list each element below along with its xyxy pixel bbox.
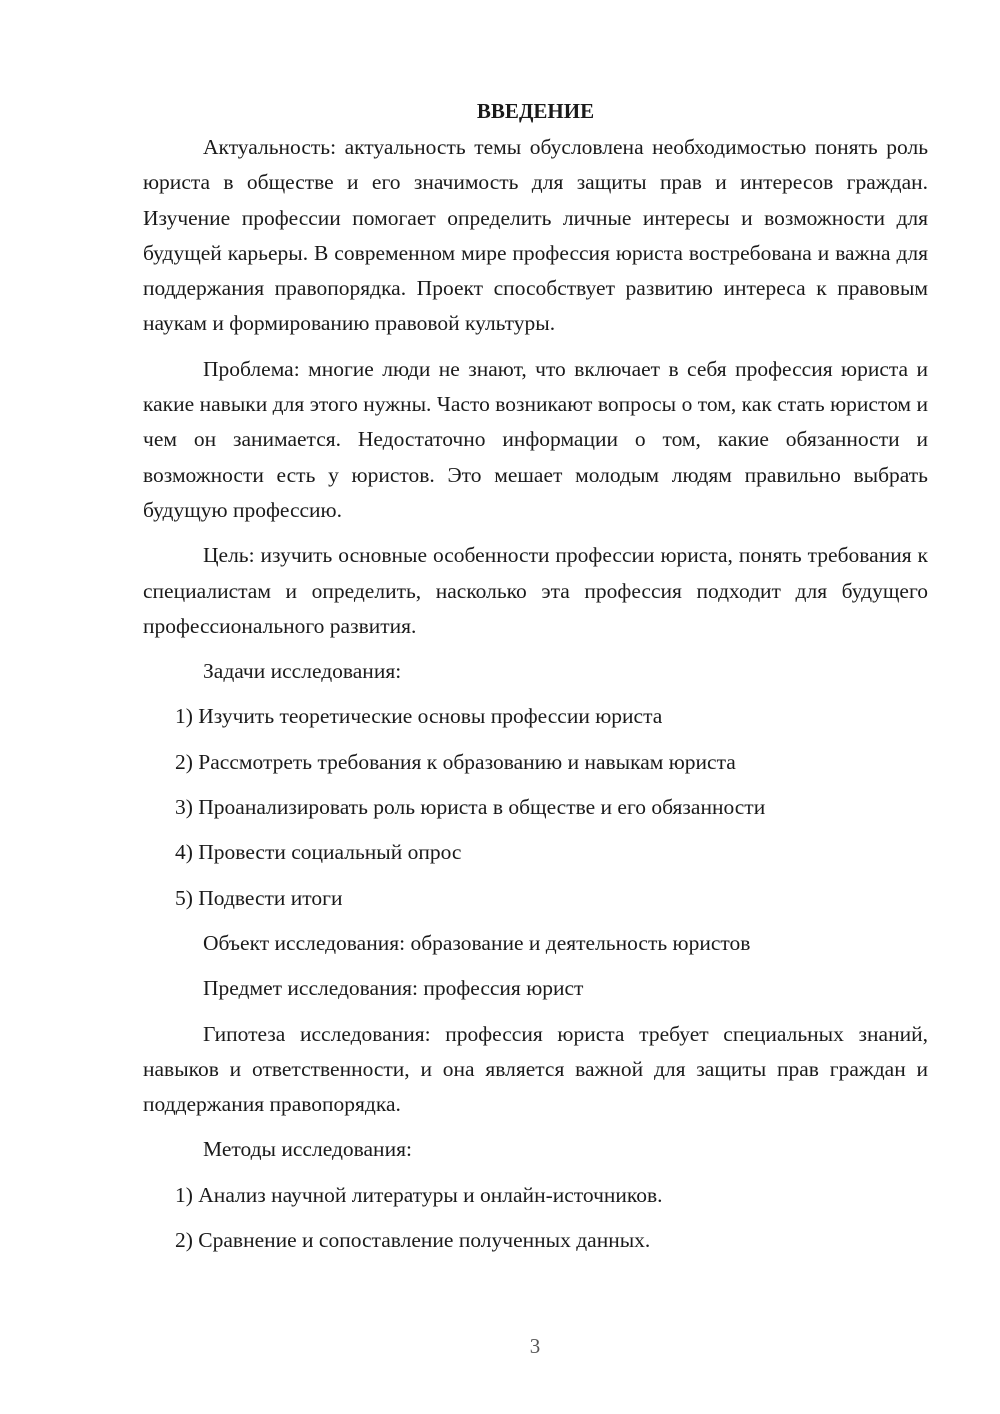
research-object: Объект исследования: образование и деятельность юристов [203, 930, 751, 955]
tasks-heading: Задачи исследования: [203, 659, 402, 684]
research-subject: Предмет исследования: профессия юрист [203, 976, 584, 1001]
list-item: 2) Рассмотреть требования к образованию и навыкам юриста [175, 749, 736, 774]
paragraph-problem: Проблема: многие люди не знают, что включает в себя профессия юриста и какие навыки для этого нужны. Часто возникают вопросы о том, как стать юристом и чем он занимается. Недостаточно информации о том, какие обязанности и возможности есть у юристов. Это мешает молодым людям правильно выбрать будущую профессию. [143, 356, 928, 522]
paragraph-relevance: Актуальность: актуальность темы обусловлена необходимостью понять роль юриста в обществе и его значимость для защиты прав и интересов граждан. Изучение профессии помогает определить личные интересы и возможности для будущей карьеры. В современном мире профессия юриста востребована и важна для поддержания правопорядка. Проект способствует развитию интереса к правовым наукам и формированию правовой культуры. [143, 135, 928, 336]
list-item: 4) Провести социальный опрос [175, 840, 462, 865]
paragraph-hypothesis: Гипотеза исследования: профессия юриста требует специальных знаний, навыков и ответственности, и она является важной для защиты прав граждан и поддержания правопорядка. [143, 1021, 928, 1117]
page-title: ВВЕДЕНИЕ [476, 99, 595, 123]
paragraph-goal: Цель: изучить основные особенности профессии юриста, понять требования к специалистам и определить, насколько эта профессия подходит для будущего профессионального развития. [143, 543, 928, 638]
list-item: 5) Подвести итоги [175, 885, 343, 910]
methods-list [143, 1178, 928, 1259]
list-item: 1) Изучить теоретические основы профессии юриста [175, 704, 663, 729]
methods-heading: Методы исследования: [203, 1137, 412, 1162]
page-number: 3 [529, 1334, 541, 1358]
list-item: 1) Анализ научной литературы и онлайн-источников. [175, 1182, 663, 1207]
list-item: 3) Проанализировать роль юриста в обществе и его обязанности [175, 795, 766, 820]
list-item: 2) Сравнение и сопоставление полученных данных. [175, 1228, 651, 1253]
tasks-list [143, 699, 928, 915]
document-page [143, 96, 928, 1268]
